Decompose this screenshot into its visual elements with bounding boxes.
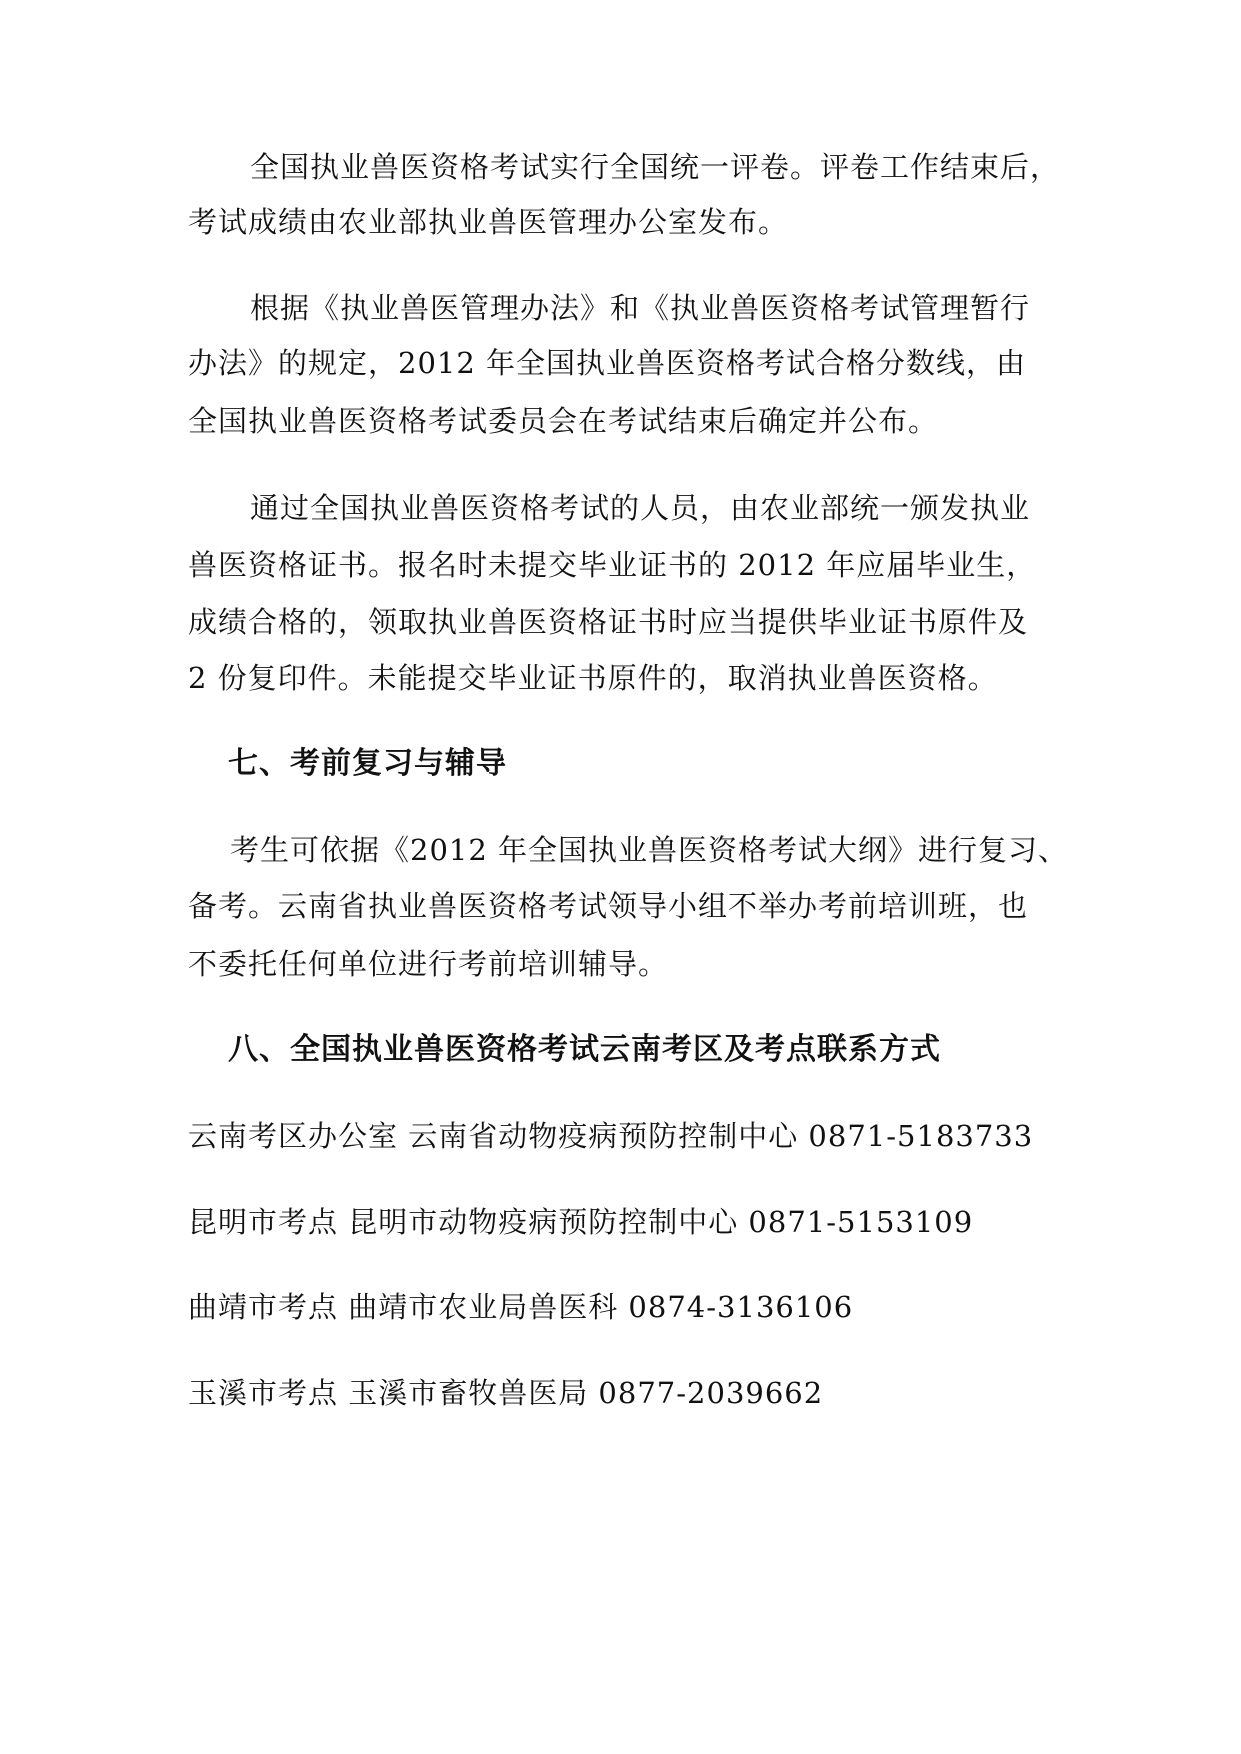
section-heading: 七、考前复习与辅导 (228, 746, 507, 781)
contact-line: 云南考区办公室 云南省动物疫病预防控制中心 0871-5183733 (188, 1119, 1034, 1153)
contact-line: 昆明市考点 昆明市动物疫病预防控制中心 0871-5153109 (188, 1205, 974, 1239)
paragraph-line: 考试成绩由农业部执业兽医管理办公室发布。 (188, 205, 789, 239)
paragraph-line: 成绩合格的，领取执业兽医资格证书时应当提供毕业证书原件及 (188, 605, 1029, 639)
paragraph-line: 全国执业兽医资格考试委员会在考试结束后确定并公布。 (188, 404, 939, 438)
contact-line: 玉溪市考点 玉溪市畜牧兽医局 0877-2039662 (188, 1376, 824, 1410)
paragraph-line: 通过全国执业兽医资格考试的人员，由农业部统一颁发执业 (250, 491, 1031, 525)
section-heading: 八、全国执业兽医资格考试云南考区及考点联系方式 (228, 1032, 941, 1067)
paragraph-line: 2 份复印件。未能提交毕业证书原件的，取消执业兽医资格。 (188, 661, 998, 695)
paragraph-line: 全国执业兽医资格考试实行全国统一评卷。评卷工作结束后， (250, 150, 1061, 184)
paragraph-line: 考生可依据《2012 年全国执业兽医资格考试大纲》进行复习、 (230, 833, 1069, 867)
paragraph-line: 不委托任何单位进行考前培训辅导。 (188, 947, 669, 981)
contact-line: 曲靖市考点 曲靖市农业局兽医科 0874-3136106 (188, 1290, 854, 1324)
paragraph-line: 备考。云南省执业兽医资格考试领导小组不举办考前培训班，也 (188, 889, 1029, 923)
paragraph-line: 兽医资格证书。报名时未提交毕业证书的 2012 年应届毕业生， (188, 548, 1037, 582)
paragraph-line: 办法》的规定，2012 年全国执业兽医资格考试合格分数线，由 (188, 346, 1027, 380)
paragraph-line: 根据《执业兽医管理办法》和《执业兽医资格考试管理暂行 (250, 291, 1031, 325)
